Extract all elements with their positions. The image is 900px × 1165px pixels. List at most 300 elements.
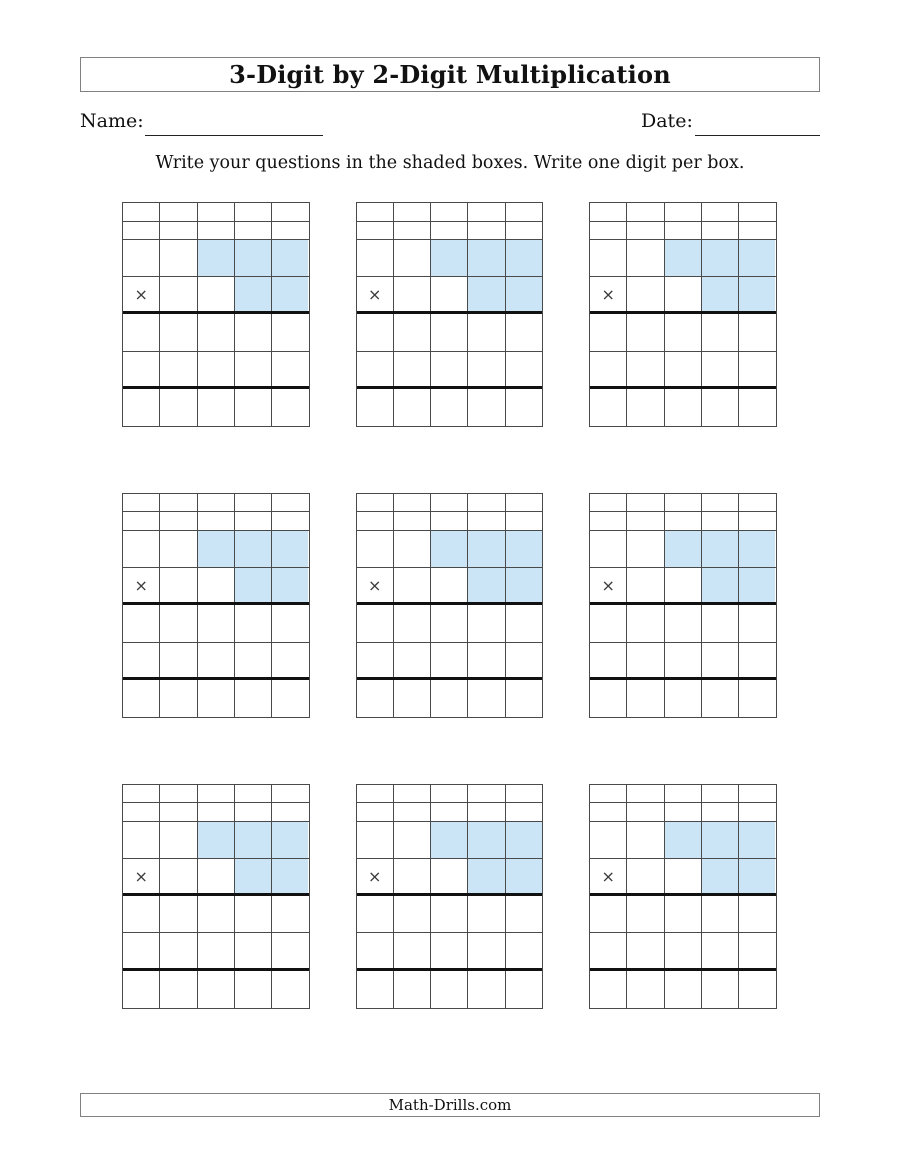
digit-entry-cell[interactable] — [739, 568, 775, 602]
grid-cell[interactable] — [627, 494, 664, 512]
digit-entry-cell[interactable] — [198, 240, 235, 276]
grid-cell[interactable] — [160, 568, 197, 602]
grid-cell[interactable] — [468, 896, 505, 932]
grid-cell[interactable] — [160, 494, 197, 512]
grid-cell[interactable] — [123, 222, 160, 240]
grid-cell[interactable] — [665, 803, 702, 821]
grid-cell[interactable] — [394, 203, 431, 221]
digit-entry-cell[interactable] — [702, 240, 739, 276]
grid-cell[interactable] — [739, 512, 775, 530]
digit-entry-cell[interactable] — [702, 568, 739, 602]
grid-cell[interactable] — [235, 314, 272, 350]
grid-cell[interactable] — [506, 314, 542, 350]
grid-cell[interactable] — [357, 531, 394, 567]
grid-cell[interactable] — [123, 314, 160, 350]
grid-cell[interactable] — [394, 494, 431, 512]
grid-cell[interactable] — [198, 568, 235, 602]
digit-entry-cell[interactable] — [235, 240, 272, 276]
grid-cell[interactable] — [627, 896, 664, 932]
grid-cell[interactable] — [468, 314, 505, 350]
grid-cell[interactable] — [627, 512, 664, 530]
grid-cell[interactable] — [702, 933, 739, 967]
grid-cell[interactable] — [590, 933, 627, 967]
grid-cell[interactable] — [394, 933, 431, 967]
grid-cell[interactable] — [702, 971, 739, 1008]
grid-cell[interactable] — [590, 785, 627, 803]
grid-cell[interactable] — [198, 389, 235, 426]
name-input-line[interactable] — [145, 120, 323, 136]
grid-cell[interactable] — [123, 240, 160, 276]
grid-cell[interactable] — [590, 531, 627, 567]
digit-entry-cell[interactable] — [198, 531, 235, 567]
grid-cell[interactable] — [506, 494, 542, 512]
grid-cell[interactable] — [665, 859, 702, 893]
grid-cell[interactable] — [506, 512, 542, 530]
digit-entry-cell[interactable] — [468, 240, 505, 276]
grid-cell[interactable] — [394, 531, 431, 567]
grid-cell[interactable] — [468, 203, 505, 221]
grid-cell[interactable] — [468, 494, 505, 512]
grid-cell[interactable] — [272, 933, 308, 967]
digit-entry-cell[interactable] — [665, 822, 702, 858]
grid-cell[interactable] — [431, 896, 468, 932]
grid-cell[interactable] — [590, 605, 627, 641]
digit-entry-cell[interactable] — [739, 859, 775, 893]
digit-entry-cell[interactable] — [506, 277, 542, 311]
digit-entry-cell[interactable] — [702, 531, 739, 567]
digit-entry-cell[interactable] — [739, 277, 775, 311]
grid-cell[interactable] — [198, 680, 235, 717]
grid-cell[interactable] — [665, 785, 702, 803]
grid-cell[interactable] — [198, 512, 235, 530]
grid-cell[interactable] — [160, 352, 197, 386]
grid-cell[interactable] — [431, 605, 468, 641]
grid-cell[interactable] — [160, 203, 197, 221]
grid-cell[interactable] — [123, 389, 160, 426]
grid-cell[interactable] — [590, 896, 627, 932]
grid-cell[interactable] — [468, 785, 505, 803]
grid-cell[interactable] — [431, 352, 468, 386]
grid-cell[interactable] — [739, 314, 775, 350]
digit-entry-cell[interactable] — [272, 822, 308, 858]
grid-cell[interactable] — [702, 512, 739, 530]
digit-entry-cell[interactable] — [506, 822, 542, 858]
grid-cell[interactable] — [627, 859, 664, 893]
grid-cell[interactable] — [272, 803, 308, 821]
grid-cell[interactable] — [160, 531, 197, 567]
grid-cell[interactable] — [160, 277, 197, 311]
grid-cell[interactable] — [739, 803, 775, 821]
digit-entry-cell[interactable] — [272, 531, 308, 567]
grid-cell[interactable] — [590, 680, 627, 717]
grid-cell[interactable] — [665, 494, 702, 512]
grid-cell[interactable] — [506, 803, 542, 821]
grid-cell[interactable] — [394, 605, 431, 641]
grid-cell[interactable] — [235, 605, 272, 641]
grid-cell[interactable] — [394, 222, 431, 240]
grid-cell[interactable] — [665, 203, 702, 221]
grid-cell[interactable] — [431, 859, 468, 893]
digit-entry-cell[interactable] — [665, 240, 702, 276]
grid-cell[interactable] — [357, 803, 394, 821]
grid-cell[interactable] — [468, 389, 505, 426]
grid-cell[interactable] — [702, 643, 739, 677]
grid-cell[interactable] — [272, 203, 308, 221]
grid-cell[interactable] — [665, 933, 702, 967]
grid-cell[interactable] — [357, 203, 394, 221]
grid-cell[interactable] — [739, 896, 775, 932]
grid-cell[interactable] — [431, 803, 468, 821]
grid-cell[interactable] — [506, 896, 542, 932]
grid-cell[interactable] — [394, 568, 431, 602]
grid-cell[interactable] — [357, 822, 394, 858]
grid-cell[interactable] — [590, 314, 627, 350]
grid-cell[interactable] — [627, 314, 664, 350]
grid-cell[interactable] — [702, 203, 739, 221]
grid-cell[interactable] — [627, 822, 664, 858]
grid-cell[interactable] — [468, 605, 505, 641]
grid-cell[interactable] — [739, 680, 775, 717]
grid-cell[interactable] — [665, 643, 702, 677]
grid-cell[interactable] — [431, 933, 468, 967]
grid-cell[interactable] — [160, 605, 197, 641]
grid-cell[interactable] — [198, 494, 235, 512]
grid-cell[interactable] — [235, 896, 272, 932]
grid-cell[interactable] — [590, 240, 627, 276]
grid-cell[interactable] — [272, 222, 308, 240]
digit-entry-cell[interactable] — [665, 531, 702, 567]
grid-cell[interactable] — [506, 643, 542, 677]
grid-cell[interactable] — [739, 785, 775, 803]
digit-entry-cell[interactable] — [431, 240, 468, 276]
grid-cell[interactable] — [272, 352, 308, 386]
grid-cell[interactable] — [702, 896, 739, 932]
digit-entry-cell[interactable] — [702, 859, 739, 893]
grid-cell[interactable] — [357, 785, 394, 803]
grid-cell[interactable] — [160, 314, 197, 350]
grid-cell[interactable] — [357, 389, 394, 426]
grid-cell[interactable] — [590, 512, 627, 530]
grid-cell[interactable] — [160, 240, 197, 276]
grid-cell[interactable] — [123, 512, 160, 530]
grid-cell[interactable] — [702, 352, 739, 386]
grid-cell[interactable] — [235, 680, 272, 717]
grid-cell[interactable] — [739, 494, 775, 512]
grid-cell[interactable] — [357, 643, 394, 677]
grid-cell[interactable] — [198, 971, 235, 1008]
grid-cell[interactable] — [160, 933, 197, 967]
grid-cell[interactable] — [665, 605, 702, 641]
grid-cell[interactable] — [123, 643, 160, 677]
grid-cell[interactable] — [123, 494, 160, 512]
grid-cell[interactable] — [198, 933, 235, 967]
grid-cell[interactable] — [160, 643, 197, 677]
grid-cell[interactable] — [357, 605, 394, 641]
grid-cell[interactable] — [506, 389, 542, 426]
grid-cell[interactable] — [627, 643, 664, 677]
grid-cell[interactable] — [431, 222, 468, 240]
grid-cell[interactable] — [590, 389, 627, 426]
grid-cell[interactable] — [198, 277, 235, 311]
grid-cell[interactable] — [357, 896, 394, 932]
grid-cell[interactable] — [357, 680, 394, 717]
grid-cell[interactable] — [739, 222, 775, 240]
grid-cell[interactable] — [665, 971, 702, 1008]
grid-cell[interactable] — [357, 352, 394, 386]
grid-cell[interactable] — [123, 896, 160, 932]
digit-entry-cell[interactable] — [272, 568, 308, 602]
grid-cell[interactable] — [198, 222, 235, 240]
grid-cell[interactable] — [198, 352, 235, 386]
grid-cell[interactable] — [272, 389, 308, 426]
grid-cell[interactable] — [394, 803, 431, 821]
digit-entry-cell[interactable] — [702, 277, 739, 311]
grid-cell[interactable] — [468, 680, 505, 717]
grid-cell[interactable] — [506, 933, 542, 967]
grid-cell[interactable] — [394, 680, 431, 717]
grid-cell[interactable] — [394, 240, 431, 276]
digit-entry-cell[interactable] — [431, 822, 468, 858]
grid-cell[interactable] — [506, 222, 542, 240]
digit-entry-cell[interactable] — [431, 531, 468, 567]
grid-cell[interactable] — [198, 896, 235, 932]
grid-cell[interactable] — [468, 803, 505, 821]
digit-entry-cell[interactable] — [235, 531, 272, 567]
digit-entry-cell[interactable] — [235, 277, 272, 311]
grid-cell[interactable] — [431, 785, 468, 803]
grid-cell[interactable] — [627, 222, 664, 240]
grid-cell[interactable] — [665, 277, 702, 311]
grid-cell[interactable] — [394, 389, 431, 426]
grid-cell[interactable] — [357, 314, 394, 350]
grid-cell[interactable] — [123, 971, 160, 1008]
grid-cell[interactable] — [468, 933, 505, 967]
grid-cell[interactable] — [394, 352, 431, 386]
grid-cell[interactable] — [235, 643, 272, 677]
grid-cell[interactable] — [627, 933, 664, 967]
grid-cell[interactable] — [431, 643, 468, 677]
grid-cell[interactable] — [431, 568, 468, 602]
grid-cell[interactable] — [665, 896, 702, 932]
digit-entry-cell[interactable] — [739, 531, 775, 567]
digit-entry-cell[interactable] — [506, 859, 542, 893]
grid-cell[interactable] — [160, 896, 197, 932]
grid-cell[interactable] — [123, 203, 160, 221]
grid-cell[interactable] — [160, 803, 197, 821]
grid-cell[interactable] — [160, 222, 197, 240]
grid-cell[interactable] — [160, 859, 197, 893]
grid-cell[interactable] — [665, 512, 702, 530]
digit-entry-cell[interactable] — [235, 568, 272, 602]
grid-cell[interactable] — [627, 389, 664, 426]
grid-cell[interactable] — [627, 277, 664, 311]
grid-cell[interactable] — [506, 605, 542, 641]
grid-cell[interactable] — [506, 203, 542, 221]
grid-cell[interactable] — [665, 389, 702, 426]
grid-cell[interactable] — [431, 680, 468, 717]
digit-entry-cell[interactable] — [272, 277, 308, 311]
grid-cell[interactable] — [590, 971, 627, 1008]
grid-cell[interactable] — [590, 803, 627, 821]
grid-cell[interactable] — [235, 971, 272, 1008]
grid-cell[interactable] — [198, 643, 235, 677]
grid-cell[interactable] — [160, 785, 197, 803]
grid-cell[interactable] — [627, 680, 664, 717]
grid-cell[interactable] — [627, 605, 664, 641]
grid-cell[interactable] — [506, 680, 542, 717]
grid-cell[interactable] — [235, 933, 272, 967]
digit-entry-cell[interactable] — [272, 859, 308, 893]
grid-cell[interactable] — [702, 222, 739, 240]
grid-cell[interactable] — [739, 352, 775, 386]
grid-cell[interactable] — [235, 785, 272, 803]
grid-cell[interactable] — [590, 203, 627, 221]
grid-cell[interactable] — [627, 971, 664, 1008]
grid-cell[interactable] — [357, 240, 394, 276]
grid-cell[interactable] — [665, 222, 702, 240]
grid-cell[interactable] — [627, 531, 664, 567]
grid-cell[interactable] — [235, 494, 272, 512]
grid-cell[interactable] — [431, 314, 468, 350]
grid-cell[interactable] — [431, 203, 468, 221]
grid-cell[interactable] — [665, 680, 702, 717]
grid-cell[interactable] — [665, 314, 702, 350]
grid-cell[interactable] — [272, 314, 308, 350]
grid-cell[interactable] — [739, 971, 775, 1008]
grid-cell[interactable] — [468, 643, 505, 677]
grid-cell[interactable] — [431, 971, 468, 1008]
grid-cell[interactable] — [394, 822, 431, 858]
digit-entry-cell[interactable] — [739, 822, 775, 858]
grid-cell[interactable] — [627, 352, 664, 386]
grid-cell[interactable] — [123, 803, 160, 821]
grid-cell[interactable] — [160, 512, 197, 530]
grid-cell[interactable] — [357, 512, 394, 530]
grid-cell[interactable] — [590, 352, 627, 386]
grid-cell[interactable] — [123, 822, 160, 858]
grid-cell[interactable] — [235, 352, 272, 386]
grid-cell[interactable] — [739, 643, 775, 677]
grid-cell[interactable] — [627, 568, 664, 602]
grid-cell[interactable] — [590, 643, 627, 677]
grid-cell[interactable] — [272, 643, 308, 677]
digit-entry-cell[interactable] — [468, 277, 505, 311]
grid-cell[interactable] — [739, 933, 775, 967]
digit-entry-cell[interactable] — [468, 531, 505, 567]
grid-cell[interactable] — [468, 512, 505, 530]
grid-cell[interactable] — [468, 352, 505, 386]
grid-cell[interactable] — [198, 605, 235, 641]
grid-cell[interactable] — [739, 605, 775, 641]
grid-cell[interactable] — [123, 605, 160, 641]
grid-cell[interactable] — [665, 352, 702, 386]
grid-cell[interactable] — [627, 803, 664, 821]
grid-cell[interactable] — [506, 971, 542, 1008]
grid-cell[interactable] — [702, 785, 739, 803]
grid-cell[interactable] — [394, 643, 431, 677]
grid-cell[interactable] — [272, 785, 308, 803]
grid-cell[interactable] — [627, 785, 664, 803]
grid-cell[interactable] — [123, 680, 160, 717]
grid-cell[interactable] — [272, 605, 308, 641]
grid-cell[interactable] — [357, 933, 394, 967]
digit-entry-cell[interactable] — [506, 240, 542, 276]
grid-cell[interactable] — [702, 680, 739, 717]
grid-cell[interactable] — [235, 222, 272, 240]
grid-cell[interactable] — [272, 896, 308, 932]
grid-cell[interactable] — [702, 389, 739, 426]
grid-cell[interactable] — [272, 494, 308, 512]
grid-cell[interactable] — [272, 971, 308, 1008]
grid-cell[interactable] — [468, 222, 505, 240]
grid-cell[interactable] — [702, 803, 739, 821]
grid-cell[interactable] — [590, 494, 627, 512]
digit-entry-cell[interactable] — [468, 859, 505, 893]
grid-cell[interactable] — [702, 314, 739, 350]
grid-cell[interactable] — [702, 494, 739, 512]
grid-cell[interactable] — [394, 785, 431, 803]
grid-cell[interactable] — [357, 971, 394, 1008]
digit-entry-cell[interactable] — [468, 822, 505, 858]
grid-cell[interactable] — [123, 785, 160, 803]
grid-cell[interactable] — [357, 222, 394, 240]
grid-cell[interactable] — [198, 859, 235, 893]
grid-cell[interactable] — [431, 389, 468, 426]
grid-cell[interactable] — [123, 933, 160, 967]
digit-entry-cell[interactable] — [506, 531, 542, 567]
grid-cell[interactable] — [235, 203, 272, 221]
digit-entry-cell[interactable] — [272, 240, 308, 276]
digit-entry-cell[interactable] — [235, 859, 272, 893]
grid-cell[interactable] — [272, 512, 308, 530]
grid-cell[interactable] — [739, 389, 775, 426]
grid-cell[interactable] — [357, 494, 394, 512]
grid-cell[interactable] — [627, 203, 664, 221]
grid-cell[interactable] — [739, 203, 775, 221]
grid-cell[interactable] — [235, 803, 272, 821]
grid-cell[interactable] — [590, 222, 627, 240]
grid-cell[interactable] — [235, 389, 272, 426]
grid-cell[interactable] — [198, 314, 235, 350]
grid-cell[interactable] — [627, 240, 664, 276]
grid-cell[interactable] — [160, 971, 197, 1008]
grid-cell[interactable] — [160, 680, 197, 717]
grid-cell[interactable] — [160, 389, 197, 426]
grid-cell[interactable] — [123, 531, 160, 567]
grid-cell[interactable] — [272, 680, 308, 717]
grid-cell[interactable] — [665, 568, 702, 602]
digit-entry-cell[interactable] — [235, 822, 272, 858]
grid-cell[interactable] — [394, 512, 431, 530]
grid-cell[interactable] — [702, 605, 739, 641]
grid-cell[interactable] — [506, 785, 542, 803]
digit-entry-cell[interactable] — [739, 240, 775, 276]
digit-entry-cell[interactable] — [506, 568, 542, 602]
grid-cell[interactable] — [198, 803, 235, 821]
grid-cell[interactable] — [198, 203, 235, 221]
grid-cell[interactable] — [590, 822, 627, 858]
grid-cell[interactable] — [160, 822, 197, 858]
grid-cell[interactable] — [123, 352, 160, 386]
grid-cell[interactable] — [431, 494, 468, 512]
grid-cell[interactable] — [394, 859, 431, 893]
grid-cell[interactable] — [198, 785, 235, 803]
grid-cell[interactable] — [235, 512, 272, 530]
grid-cell[interactable] — [394, 277, 431, 311]
digit-entry-cell[interactable] — [198, 822, 235, 858]
grid-cell[interactable] — [431, 277, 468, 311]
digit-entry-cell[interactable] — [468, 568, 505, 602]
